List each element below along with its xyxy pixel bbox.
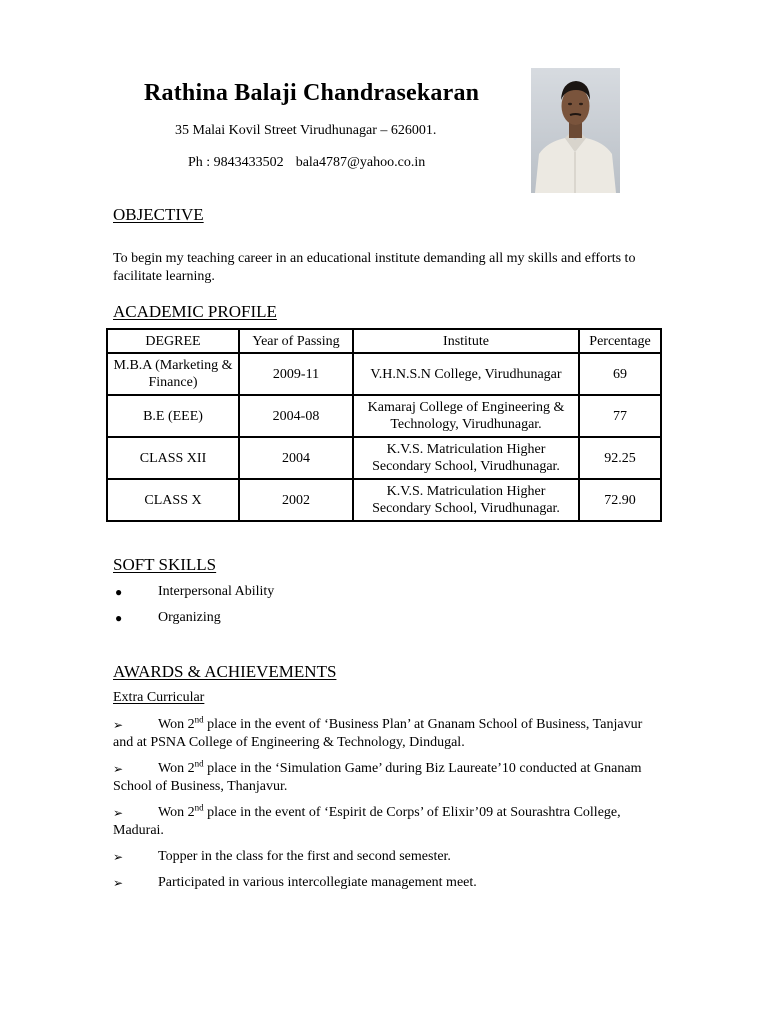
column-header-year: Year of Passing: [239, 329, 353, 353]
arrow-bullet-icon: ➢: [113, 806, 124, 820]
table-header-row: [107, 329, 661, 353]
achievement-text-rest: place in the event of ‘Espirit de Corps’ of Elixir’09 at Sourashtra College, Madurai.: [113, 805, 621, 838]
table-row: [107, 395, 661, 437]
achievements-list: [113, 716, 663, 900]
year-cell: 2009-11: [239, 353, 353, 395]
degree-cell: M.B.A (Marketing & Finance): [107, 353, 239, 395]
ordinal-suffix: nd: [194, 758, 204, 769]
institute-cell: K.V.S. Matriculation Higher Secondary School, Virudhunagar.: [353, 437, 579, 479]
soft-skills-heading: SOFT SKILLS: [113, 555, 217, 574]
achievement-text: Won 2: [158, 805, 195, 820]
candidate-name: Rathina Balaji Chandrasekaran: [144, 80, 480, 106]
objective-text: To begin my teaching career in an educational institute demanding all my skills and efforts to facilitate learning.: [113, 251, 636, 284]
percentage-cell: 72.90: [579, 479, 661, 521]
ordinal-suffix: nd: [194, 714, 204, 725]
skill-label: Interpersonal Ability: [158, 584, 275, 599]
list-item: [113, 804, 663, 840]
year-cell: 2004-08: [239, 395, 353, 437]
email-address: bala4787@yahoo.co.in: [295, 155, 426, 170]
objective-heading: OBJECTIVE: [113, 205, 204, 224]
list-item: [113, 716, 663, 752]
institute-cell: Kamaraj College of Engineering & Technology, Virudhunagar.: [353, 395, 579, 437]
achievement-text: Won 2: [158, 761, 195, 776]
bullet-icon: ●: [115, 585, 123, 599]
year-cell: 2002: [239, 479, 353, 521]
column-header-degree: DEGREE: [107, 329, 239, 353]
year-cell: 2004: [239, 437, 353, 479]
list-item: [113, 848, 663, 866]
column-header-percentage: Percentage: [579, 329, 661, 353]
achievement-text: Topper in the class for the first and second semester.: [158, 849, 451, 864]
institute-cell: K.V.S. Matriculation Higher Secondary School, Virudhunagar.: [353, 479, 579, 521]
percentage-cell: 69: [579, 353, 661, 395]
degree-cell: CLASS XII: [107, 437, 239, 479]
arrow-bullet-icon: ➢: [113, 850, 124, 864]
table-row: [107, 437, 661, 479]
contact-line: [188, 155, 425, 171]
table-row: [107, 353, 661, 395]
percentage-cell: 77: [579, 395, 661, 437]
profile-photo: [531, 68, 620, 193]
column-header-institute: Institute: [353, 329, 579, 353]
achievement-text: Participated in various intercollegiate management meet.: [158, 875, 477, 890]
address: 35 Malai Kovil Street Virudhunagar – 626001.: [175, 123, 437, 138]
ordinal-suffix: nd: [194, 802, 204, 813]
degree-cell: CLASS X: [107, 479, 239, 521]
academic-profile-table: [106, 328, 662, 522]
extra-curricular-subheading: Extra Curricular: [113, 690, 205, 705]
table-row: [107, 479, 661, 521]
achievement-text: Won 2: [158, 717, 195, 732]
academic-profile-heading: ACADEMIC PROFILE: [113, 302, 277, 321]
arrow-bullet-icon: ➢: [113, 876, 124, 890]
list-item: [113, 874, 663, 892]
degree-cell: B.E (EEE): [107, 395, 239, 437]
skill-label: Organizing: [158, 610, 221, 625]
achievement-text-rest: place in the event of ‘Business Plan’ at Gnanam School of Business, Tanjavur and at PSNA College of Engineering & Technology, Dindugal.: [113, 717, 643, 750]
phone-number: Ph : 9843433502: [188, 155, 284, 170]
percentage-cell: 92.25: [579, 437, 661, 479]
awards-heading: AWARDS & ACHIEVEMENTS: [113, 662, 337, 681]
institute-cell: V.H.N.S.N College, Virudhunagar: [353, 353, 579, 395]
bullet-icon: ●: [115, 611, 123, 625]
achievement-text-rest: place in the ‘Simulation Game’ during Biz Laureate’10 conducted at Gnanam School of Business, Thanjavur.: [113, 761, 642, 794]
list-item: [113, 760, 663, 796]
arrow-bullet-icon: ➢: [113, 718, 124, 732]
arrow-bullet-icon: ➢: [113, 762, 124, 776]
